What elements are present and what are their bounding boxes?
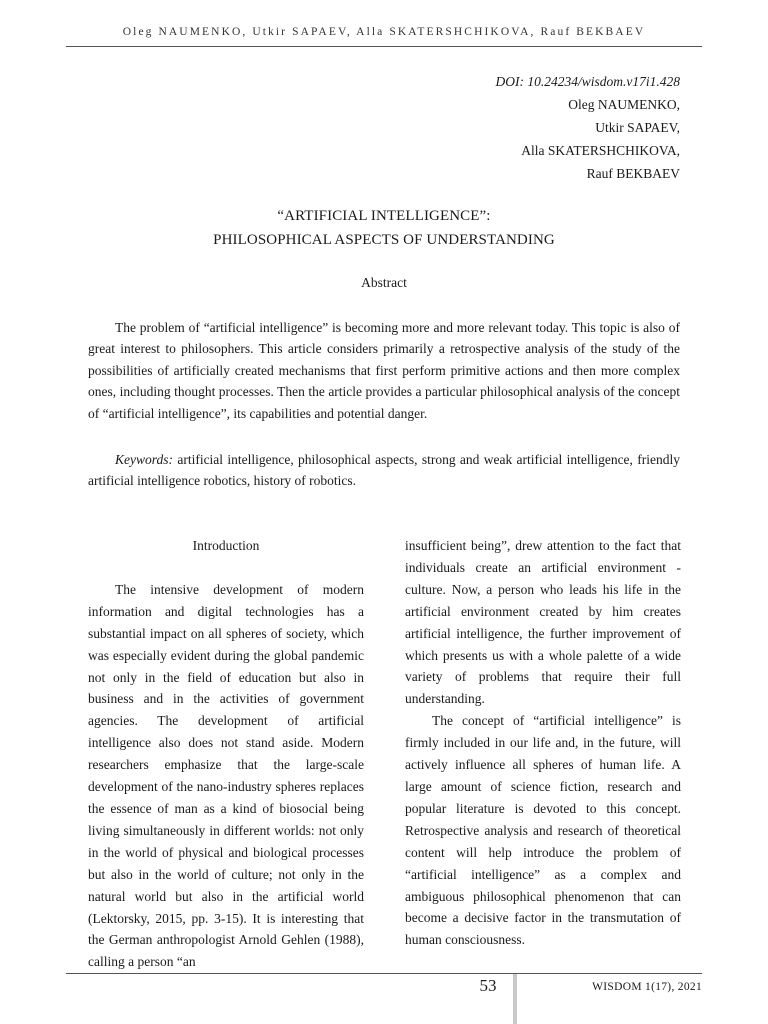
author-name: Utkir SAPAEV, xyxy=(595,120,680,135)
author-name: Alla SKATERSHCHIKOVA, xyxy=(521,143,680,158)
running-head: Oleg NAUMENKO, Utkir SAPAEV, Alla SKATERSHCHIKOVA, Rauf BEKBAEV xyxy=(122,26,646,38)
keywords-label: Keywords: xyxy=(115,452,173,467)
page-number: 53 xyxy=(479,976,497,995)
body-paragraph: The concept of “artificial intelligence” is firmly included in our life and, in the future, will actively influence all spheres of human life. A large amount of science fiction, research and popular literature is devoted to this concept. Retrospective analysis and research of theoretical content will help introduce the problem of “artificial intelligence” as a complex and ambiguous philosophical phenomenon that can become a decisive factor in the transmutation of human consciousness. xyxy=(405,713,681,948)
header-rule xyxy=(66,46,702,47)
abstract-text: The problem of “artificial intelligence” is becoming more and more relevant today. This topic is also of great interest to philosophers. This article considers primarily a retrospective analysis of the study of the possibilities of artificially created mechanisms that first perform primitive actions and then more complex ones, including thought processes. Then the article provides a particular philosophical analysis of the concept of “artificial intelligence”, its capabilities and potential danger. xyxy=(88,320,680,421)
body-paragraph: The intensive development of modern information and digital technologies has a substantial impact on all spheres of society, which was especially evident during the global pandemic not only in the field of education but also in business and in the activities of government agencies. The development of artificial intelligence also does not stand aside. Modern researchers emphasize that the large-scale development of the nano-industry spheres replaces the essence of man as a kind of biosocial being living simultaneously in different worlds: not only in the world of physical and biological processes but also in the world of culture; not only in the natural world but also in the artificial world (Lektorsky, 2015, pp. 3-15). It is interesting that the German anthropologist Arnold Gehlen (1988), calling a person “an xyxy=(88,581,364,970)
title-line-2: PHILOSOPHICAL ASPECTS OF UNDERSTANDING xyxy=(213,232,555,248)
left-column xyxy=(88,535,364,973)
keywords-text: artificial intelligence, philosophical aspects, strong and weak artificial intelligence, friendly artificial intelligence robotics, history of robotics. xyxy=(88,452,680,489)
section-heading-introduction: Introduction xyxy=(192,538,260,553)
title-line-1: “ARTIFICIAL INTELLIGENCE”: xyxy=(277,208,491,224)
doi: DOI: 10.24234/wisdom.v17i1.428 xyxy=(495,74,680,89)
author-name: Rauf BEKBAEV xyxy=(586,166,680,181)
article-meta xyxy=(496,70,681,185)
footer-rule xyxy=(66,973,702,974)
footer-divider xyxy=(513,974,517,1024)
body-paragraph: insufficient being”, drew attention to the fact that individuals create an artificial environment - culture. Now, a person who leads his life in the artificial environment created by him creates artificial intelligence, the further improvement of which presents us with a whole palette of a wide variety of problems that require their full understanding. xyxy=(405,538,681,707)
keywords xyxy=(88,449,680,492)
author-name: Oleg NAUMENKO, xyxy=(568,97,680,112)
abstract-heading: Abstract xyxy=(361,275,407,290)
article-title xyxy=(88,204,680,252)
right-column xyxy=(405,535,681,951)
journal-info: WISDOM 1(17), 2021 xyxy=(592,981,702,993)
